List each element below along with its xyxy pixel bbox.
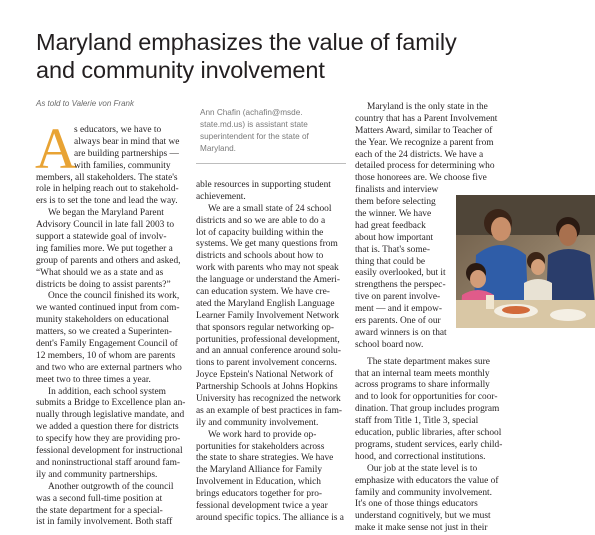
text-line: Involvement in Education, which <box>196 477 321 488</box>
text-line: award winners is on that <box>355 327 447 338</box>
text-line: Another outgrowth of the council <box>48 481 174 492</box>
text-line: country that has a Parent Involvement <box>355 113 498 124</box>
text-line: achievement. <box>196 191 246 202</box>
text-line: meet two to three times a year. <box>36 374 151 385</box>
text-line: superintendent for the state of <box>200 131 309 141</box>
text-line: ment — and it empow- <box>355 304 442 315</box>
callout-divider <box>196 163 346 164</box>
text-line: portunities for stakeholders across <box>196 441 325 452</box>
text-line: them before selecting <box>355 197 436 208</box>
text-line: University has recognized the network <box>196 394 341 405</box>
text-line: fessional development twice a year <box>196 501 328 512</box>
text-line: thing that could be <box>355 256 426 267</box>
text-line: we wanted continued input from com- <box>36 303 180 314</box>
text-line: We began the Maryland Parent <box>48 208 164 219</box>
text-line: munity stakeholders on educational <box>36 315 170 326</box>
text-line: districts and so we are able to do a <box>196 215 326 226</box>
text-line: fessional development for instructional <box>36 446 183 457</box>
text-line: staff from Title 1, Title 3, special <box>355 416 479 427</box>
text-line: Maryland is the only state in the <box>367 102 488 112</box>
text-line: easily overlooked, but it <box>355 268 446 279</box>
text-line: ated the Maryland English Language <box>196 298 335 309</box>
title-line-1: Maryland emphasizes the value of family <box>36 29 457 55</box>
text-line: lot of capacity building within the <box>196 227 324 238</box>
column-1 <box>35 116 186 529</box>
text-line: always bear in mind that we <box>74 136 180 147</box>
text-line: finalists and interview <box>355 185 439 196</box>
text-line: with families, community <box>74 160 171 171</box>
text-line: Joyce Epstein's National Network of <box>196 370 334 381</box>
text-line: “What should we as a state and as <box>36 267 164 278</box>
column-2 <box>196 180 343 525</box>
text-line: matters, so we created a Superinten- <box>36 327 172 338</box>
article-title <box>36 28 506 84</box>
text-line: ily and community involvement. <box>196 417 319 428</box>
text-line: role in helping reach out to stakehold- <box>36 184 179 195</box>
text-line: the Year. We recognize a parent from <box>355 137 494 148</box>
text-line: make it make sense not just in their <box>355 523 488 534</box>
text-line: nually through legislative mandate, and <box>36 410 185 421</box>
text-line: to specify how they are providing pro- <box>36 434 181 445</box>
text-line: dent's Family Engagement Council of <box>36 339 178 350</box>
title-line-2: and community involvement <box>36 57 325 83</box>
text-line: the state to share strategies. We have <box>196 453 334 464</box>
text-line: s educators, we have to <box>74 125 162 135</box>
text-line: that sponsors regular networking op- <box>196 322 334 333</box>
text-line: each of the 24 districts. We have a <box>355 149 484 160</box>
drop-cap: A <box>35 116 77 181</box>
text-line: group of parents and others and asked, <box>36 255 181 266</box>
text-line: Our job at the state level is to <box>367 463 478 474</box>
family-photo <box>456 195 595 328</box>
text-line: the winner. We have <box>355 209 432 220</box>
text-line: Learner Family Involvement Network <box>196 310 339 321</box>
text-line: are building partnerships — <box>74 148 179 159</box>
text-line: We are a small state of 24 school <box>208 203 332 214</box>
text-line: emphasize with educators the value of <box>355 475 499 486</box>
text-line: about how important <box>355 232 434 243</box>
text-line: programs, student services, early child- <box>355 439 503 450</box>
text-line: those honorees are. We choose five <box>355 173 487 184</box>
text-line: ist in family involvement. Both staff <box>36 517 173 528</box>
text-line: Maryland. <box>200 143 236 153</box>
text-line: that an internal team meets monthly <box>355 368 490 379</box>
text-line: able resources in supporting student <box>196 180 331 190</box>
text-line: that is. That's some- <box>355 244 430 255</box>
text-line: and noninstructional staff around fam- <box>36 457 181 468</box>
text-line: around specific topics. The alliance is a <box>196 512 344 523</box>
text-line: tive on parent involve- <box>355 292 441 303</box>
text-line: hood, and correctional institutions. <box>355 451 486 462</box>
text-line: portunities, professional development, <box>196 334 340 345</box>
author-callout <box>200 107 350 155</box>
text-line: ers parents. One of our <box>355 316 441 327</box>
text-line: systems. We get many questions from <box>196 239 338 250</box>
text-line: and to look for opportunities for coor- <box>355 392 498 403</box>
text-line: Partnership Schools at Johns Hopkins <box>196 382 338 393</box>
text-line: had great feedback <box>355 220 426 231</box>
text-line: the Maryland Alliance for Family <box>196 465 323 476</box>
text-line: The state department makes sure <box>367 356 490 367</box>
text-line: understand cognitively, but we must <box>355 511 491 522</box>
text-line: ily and community partnerships. <box>36 469 158 480</box>
text-line: the state department for a special- <box>36 505 163 516</box>
text-line: districts be doing to assist parents?” <box>36 279 171 290</box>
byline: As told to Valerie von Frank <box>36 99 134 108</box>
text-line: school board now. <box>355 339 424 350</box>
text-line: detailed process for determining who <box>355 161 495 172</box>
text-line: family and community involvement. <box>355 487 492 498</box>
text-line: across programs to share informally <box>355 380 490 391</box>
text-line: education, public libraries, after school <box>355 428 502 439</box>
text-line: we added a question there for districts <box>36 422 179 433</box>
text-line: Matters Award, similar to Teacher of <box>355 125 493 136</box>
text-line: Ann Chafin (achafin@msde. <box>200 108 303 117</box>
text-line: was a second full-time position at <box>36 493 163 504</box>
text-line: can education system. We have cre- <box>196 287 330 298</box>
text-line: brings educators together for pro- <box>196 489 322 500</box>
text-line: dination. That group includes program <box>355 404 500 415</box>
text-line: as an example of best practices in fam- <box>196 405 343 416</box>
text-line: submits a Bridge to Excellence plan an- <box>36 398 186 409</box>
text-line: work with parents who may not speak <box>196 263 339 274</box>
text-line: and an annual conference around solu- <box>196 346 341 357</box>
text-line: ing families more. We put together a <box>36 243 173 254</box>
text-line: strengthens the perspec- <box>355 280 446 291</box>
text-line: and two who are external partners who <box>36 362 182 373</box>
text-line: We work hard to provide op- <box>208 429 317 440</box>
text-line: In addition, each school system <box>48 386 166 397</box>
text-line: the language or understand the Ameri- <box>196 275 340 286</box>
text-line: members, all stakeholders. The state's <box>36 172 178 183</box>
text-line: support a statewide goal of involv- <box>36 232 167 243</box>
text-line: tions to parent involvement concerns. <box>196 358 337 369</box>
text-line: It's one of those things educators <box>355 499 478 510</box>
text-line: Advisory Council in late fall 2003 to <box>36 220 175 231</box>
text-line: ers is to set the tone and lead the way. <box>36 196 178 207</box>
text-line: Once the council finished its work, <box>48 291 180 302</box>
text-line: 12 members, 10 of whom are parents <box>36 350 176 361</box>
text-line: state.md.us) is assistant state <box>200 119 308 129</box>
text-line: districts and schools about how to <box>196 251 324 262</box>
